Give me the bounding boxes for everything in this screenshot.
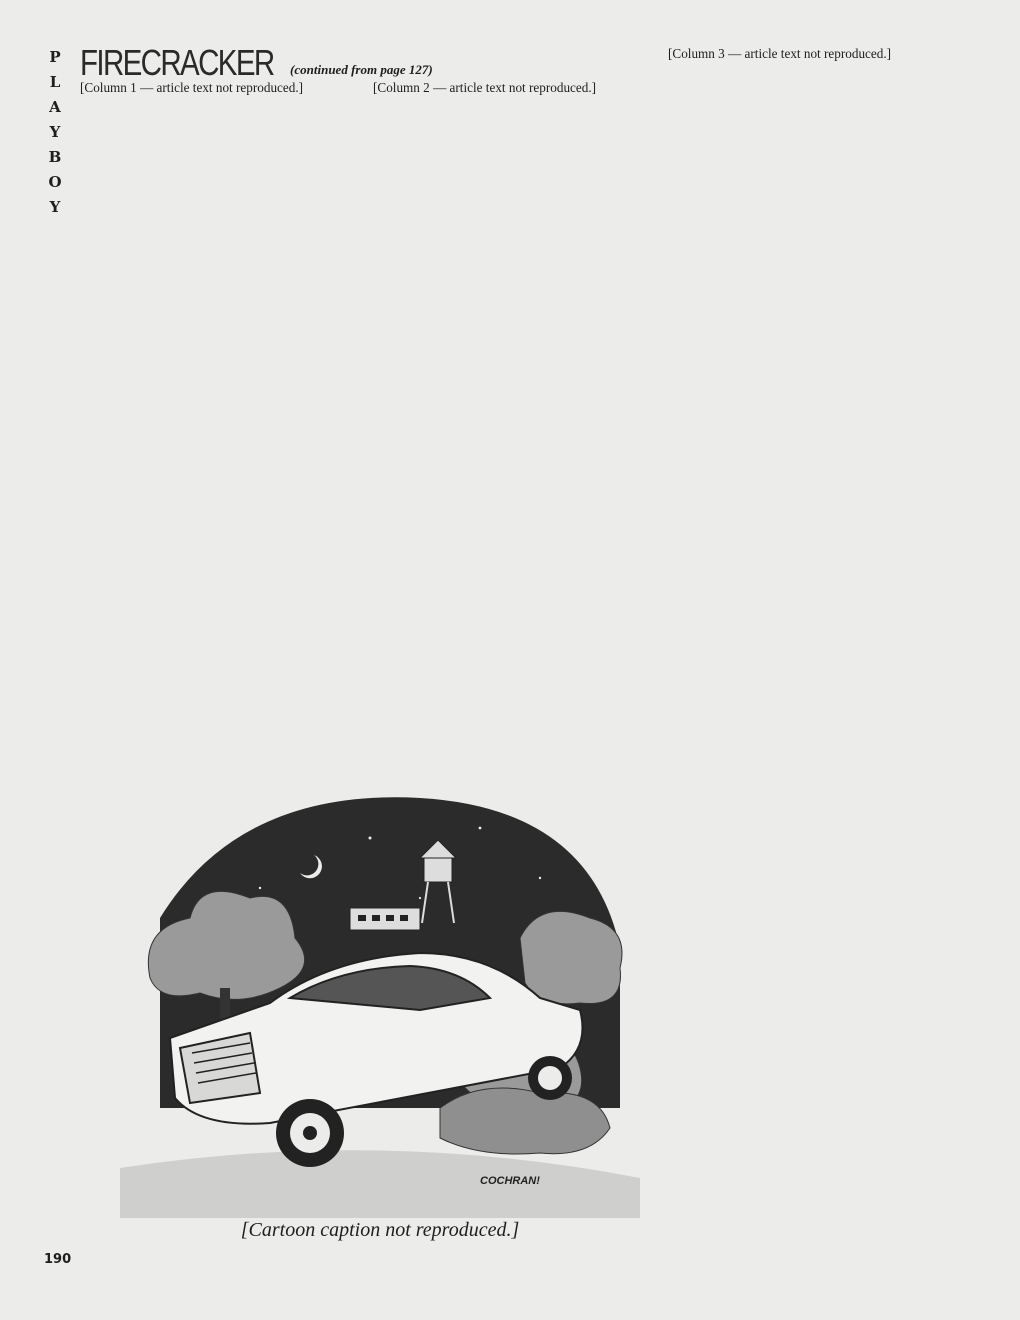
article-column-1 bbox=[80, 80, 356, 740]
masthead-letter: B bbox=[48, 148, 62, 166]
article-header bbox=[80, 42, 510, 83]
magazine-masthead-vertical bbox=[40, 45, 70, 220]
masthead-letter: P bbox=[49, 48, 61, 66]
cartoon-illustration bbox=[120, 748, 640, 1218]
article-title: FIRECRACKER bbox=[80, 42, 274, 83]
bushes bbox=[440, 1088, 610, 1154]
masthead-letter: Y bbox=[49, 123, 61, 141]
article-column-3 bbox=[668, 46, 944, 1286]
page-number: 190 bbox=[44, 1252, 72, 1267]
car-wheel bbox=[276, 1099, 344, 1167]
masthead-letter: A bbox=[49, 98, 61, 116]
road bbox=[120, 1150, 640, 1218]
masthead-letter: L bbox=[49, 73, 61, 91]
column-text: [Column 2 — article text not reproduced.] bbox=[373, 80, 597, 95]
cartoon-drawing bbox=[120, 748, 640, 1218]
cartoon-caption: [Cartoon caption not reproduced.] bbox=[240, 1219, 520, 1241]
building bbox=[350, 908, 420, 930]
column-text: [Column 3 — article text not reproduced.] bbox=[668, 46, 892, 61]
cartoonist-signature: COCHRAN! bbox=[480, 1175, 540, 1187]
continued-note: (continued from page 127) bbox=[290, 62, 433, 77]
article-column-2 bbox=[373, 80, 649, 740]
masthead-letter: Y bbox=[49, 198, 61, 216]
column-text: [Column 1 — article text not reproduced.] bbox=[80, 80, 304, 95]
masthead-letter: O bbox=[48, 173, 62, 191]
car-wheel bbox=[528, 1056, 572, 1100]
